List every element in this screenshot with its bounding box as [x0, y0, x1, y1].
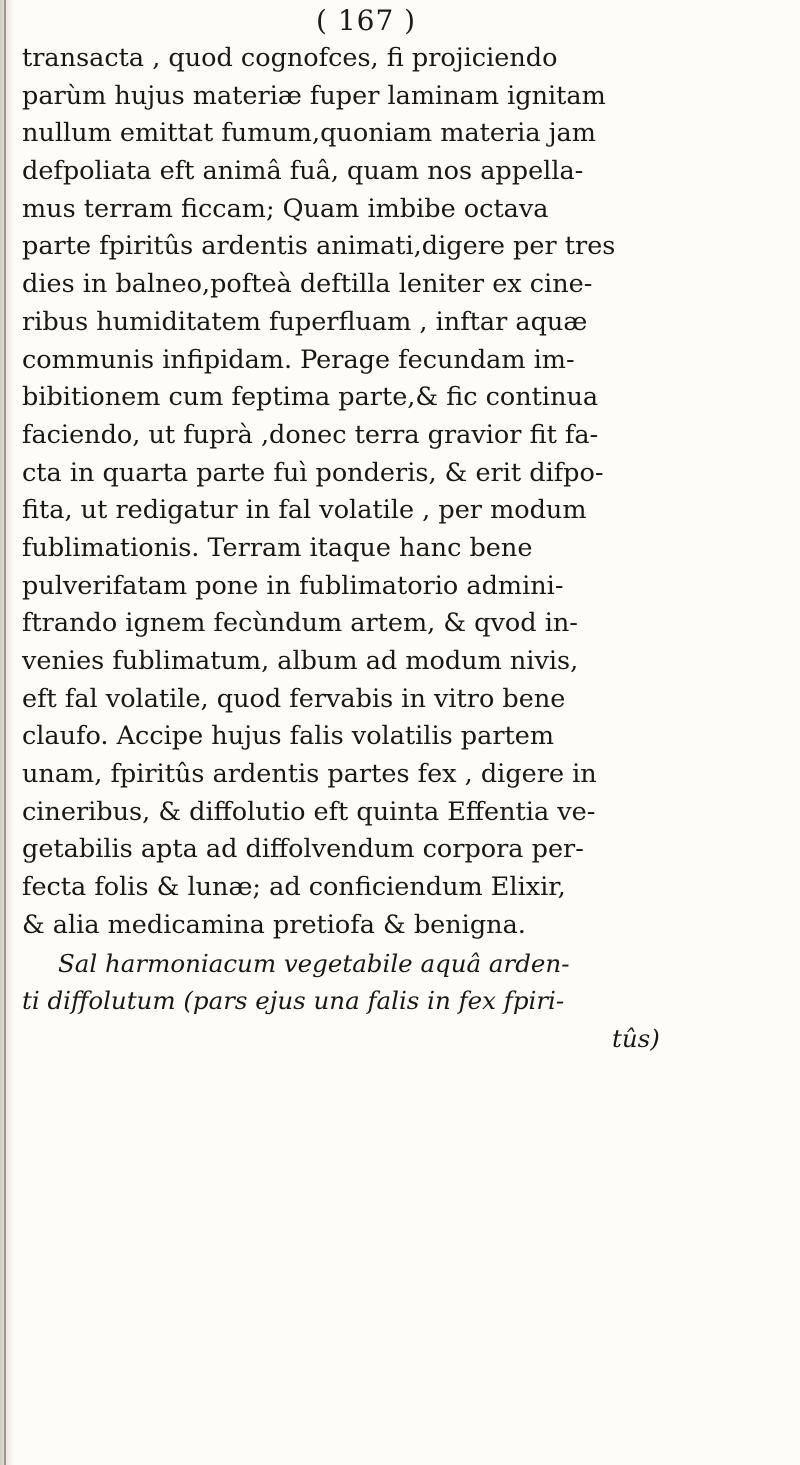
text-line: pulverifatam pone in fublimatorio admini- [22, 570, 564, 601]
text-line: cineribus, & diffolutio eft quinta Effentia ve- [22, 796, 596, 827]
text-line: communis infipidam. Perage fecundam im- [22, 344, 575, 375]
text-line: venies fublimatum, album ad modum nivis, [22, 646, 579, 676]
text-line: unam, fpiritûs ardentis partes fex , digere in [22, 759, 597, 790]
text-line: mus terram ficcam; Quam imbibe octava [22, 193, 549, 224]
text-line: defpoliata eft animâ fuâ, quam nos appella- [22, 156, 584, 187]
text-line: cta in quarta parte fuì ponderis, & erit difpo- [22, 457, 604, 488]
text-line: dies in balneo,pofteà deftilla leniter ex cine- [22, 269, 593, 300]
text-line: faciendo, ut fuprà ,donec terra gravior fit fa- [22, 419, 599, 450]
text-line: & alia medicamina pretiofa & benigna. [22, 909, 526, 940]
text-line: transacta , quod cognofces, fi projiciendo [22, 43, 558, 73]
page-gutter [0, 0, 14, 1465]
text-line: claufo. Accipe hujus falis volatilis partem [22, 721, 555, 752]
text-line: fublimationis. Terram itaque hanc bene [22, 532, 533, 563]
text-line-italic: ti diffolutum (pars ejus una falis in fex fpiri- [22, 986, 565, 1016]
page-number: ( 167 ) [316, 4, 417, 37]
text-line: fita, ut redigatur in fal volatile , per modum [22, 495, 587, 526]
text-line-italic: Sal harmoniacum vegetabile aquâ arden- [58, 948, 570, 978]
text-line: parte fpiritûs ardentis animati,digere per tres [22, 231, 616, 262]
text-line: getabilis apta ad diffolvendum corpora per- [22, 834, 584, 865]
text-line: ftrando ignem fecùndum artem, & qvod in- [22, 608, 578, 639]
text-line: fecta folis & lunæ; ad conficiendum Elixir, [22, 872, 566, 903]
text-line: ribus humiditatem fuperfluam , inftar aquæ [22, 306, 588, 337]
text-line-italic: tûs) [612, 1023, 660, 1053]
body-text [22, 40, 800, 1058]
gutter-edge-line [4, 0, 6, 1465]
text-line: eft fal volatile, quod fervabis in vitro bene [22, 683, 566, 714]
text-line: nullum emittat fumum,quoniam materia jam [22, 118, 596, 149]
text-line: parùm hujus materiæ fuper laminam ignitam [22, 80, 606, 111]
text-line: bibitionem cum feptima parte,& fic continua [22, 382, 599, 413]
